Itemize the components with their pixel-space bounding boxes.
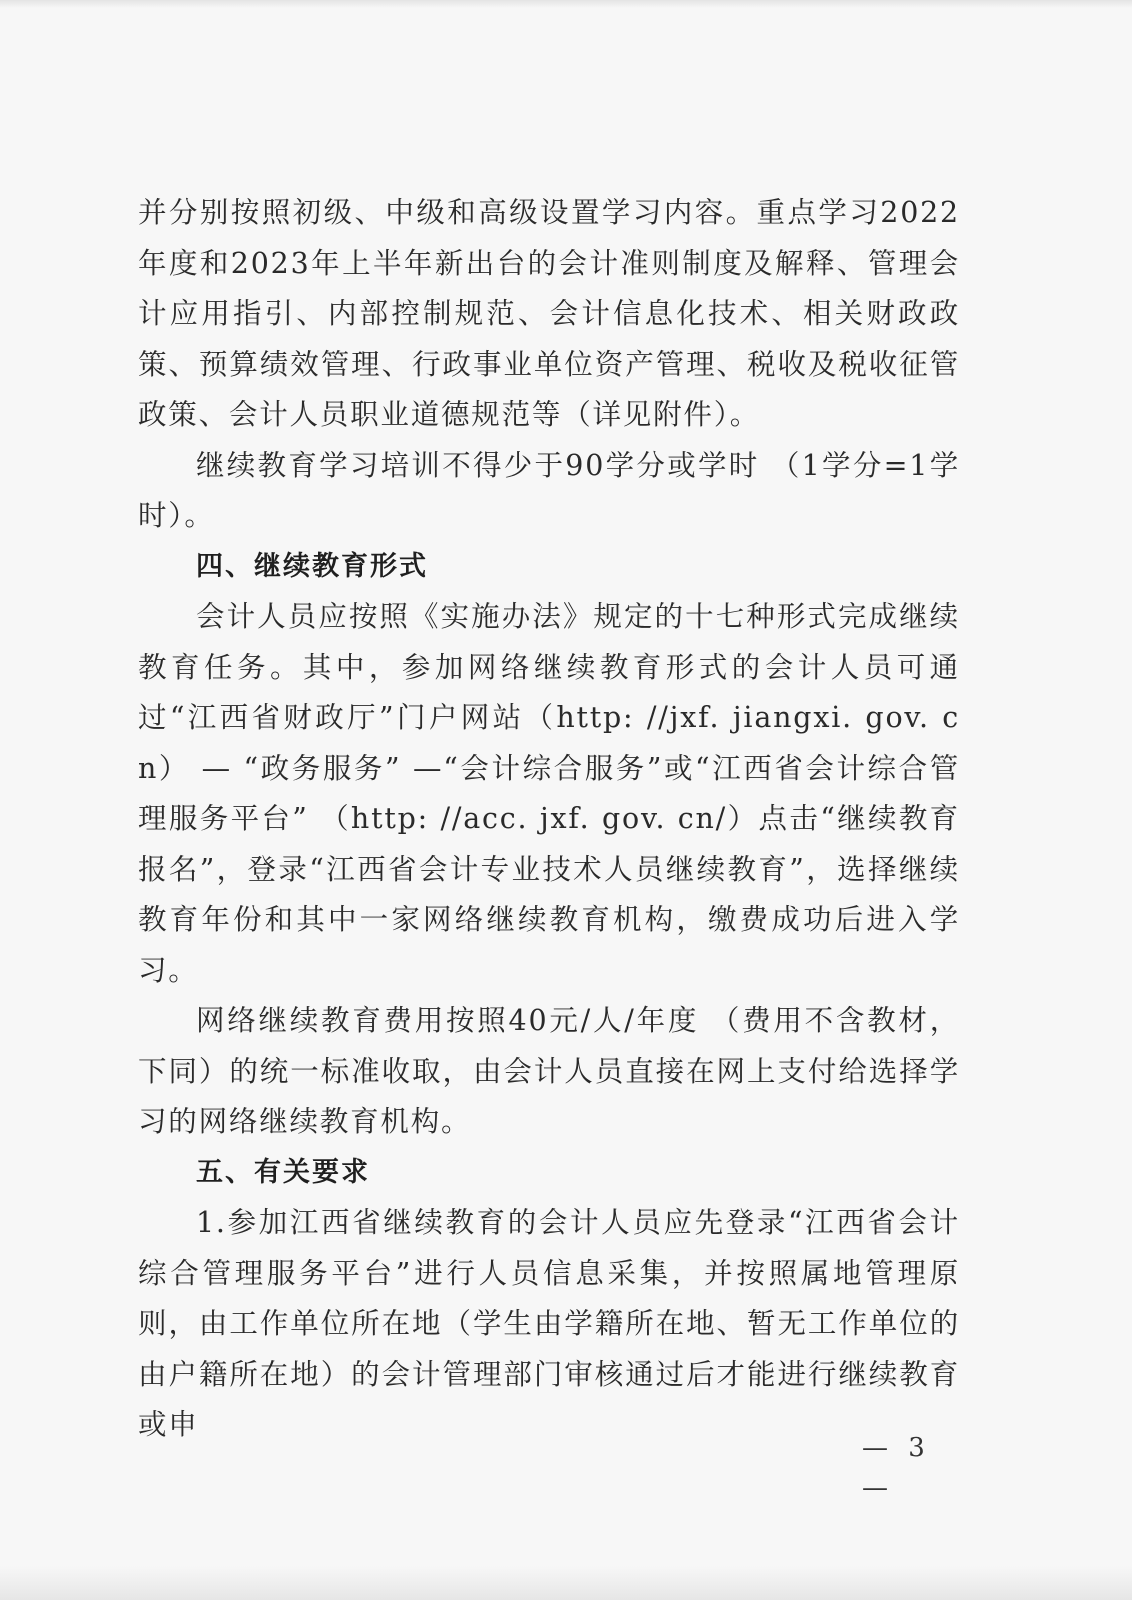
heading-section-five: 五、有关要求 <box>196 1156 370 1188</box>
page-number: — 3 — <box>862 1433 931 1503</box>
paragraph-education-forms: 会计人员应按照《实施办法》规定的十七种形式完成继续教育任务。其中，参加网络继续教育形式的会计人员可通过“江西省财政厅”门户网站（http: //jxf. jiangxi. gov. cn） — “政务服务” —“会计综合服务”或“江西省会计综合管理服务平台” （http: //acc. jxf. gov. cn/）点击“继续教育报名”，登录“江西省会计专业技术人员继续教育”，选择继续教育年份和其中一家网络继续教育机构，缴费成功后进入学习。 <box>138 600 960 987</box>
paragraph-learning-content: 并分别按照初级、中级和高级设置学习内容。重点学习2022年度和2023年上半年新出台的会计准则制度及解释、管理会计应用指引、内部控制规范、会计信息化技术、相关财政政策、预算绩效管理、行政事业单位资产管理、税收及税收征管政策、会计人员职业道德规范等（详见附件）。 <box>138 196 960 431</box>
paragraph-credit-requirement: 继续教育学习培训不得少于90学分或学时 （1学分=1学时）。 <box>138 448 960 532</box>
scan-edge-top <box>0 0 1132 8</box>
paragraph-requirement-one: 1.参加江西省继续教育的会计人员应先登录“江西省会计综合管理服务平台”进行人员信息采集，并按照属地管理原则，由工作单位所在地（学生由学籍所在地、暂无工作单位的由户籍所在地）的会计管理部门审核通过后才能进行继续教育或申 <box>138 1206 960 1441</box>
scan-edge-bottom <box>0 1566 1132 1600</box>
heading-section-four: 四、继续教育形式 <box>196 550 428 582</box>
document-body <box>138 188 960 1451</box>
paragraph-fee: 网络继续教育费用按照40元/人/年度 （费用不含教材，下同）的统一标准收取，由会计人员直接在网上支付给选择学习的网络继续教育机构。 <box>138 1004 960 1138</box>
